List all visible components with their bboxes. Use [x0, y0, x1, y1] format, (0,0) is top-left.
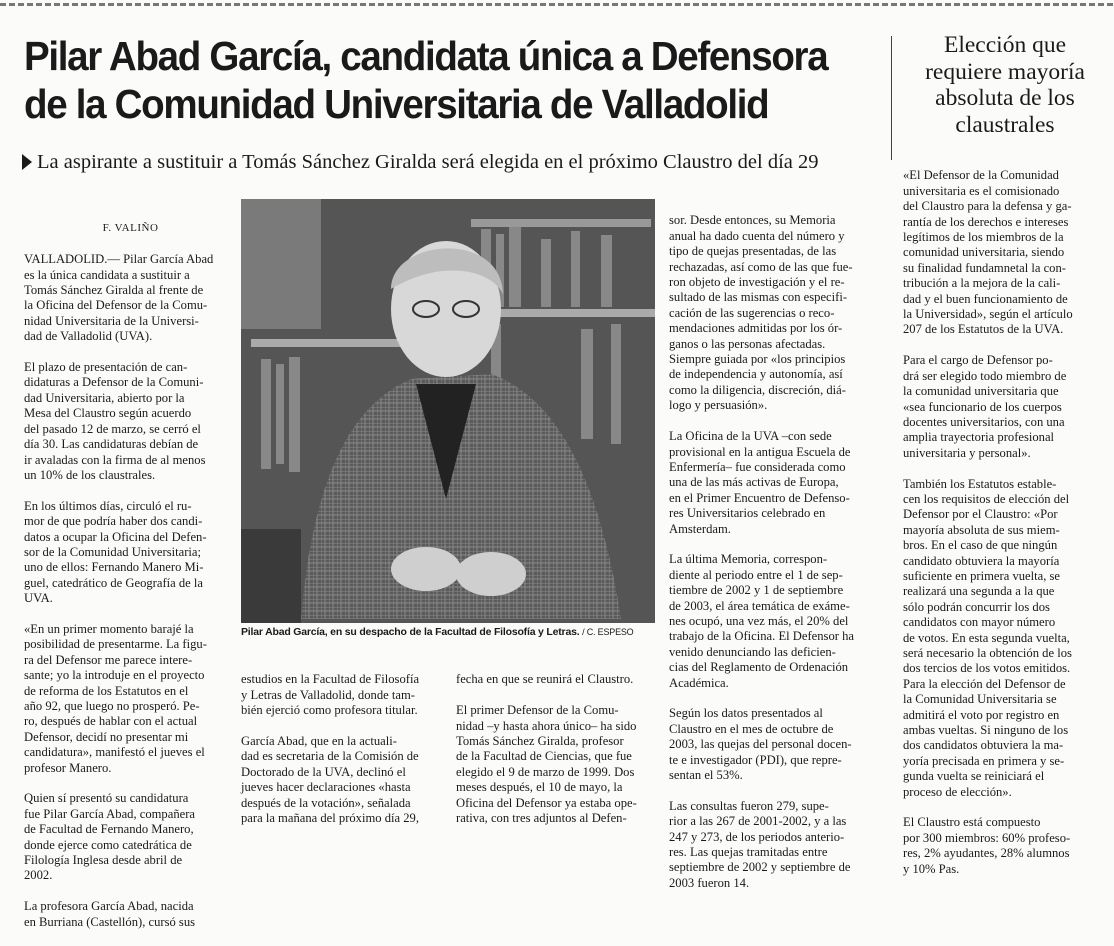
- sidebar-divider: [891, 36, 892, 160]
- byline: F. VALIÑO: [102, 222, 159, 235]
- caption-text: Pilar Abad García, en su despacho de la Facultad de Filosofía y Letras.: [241, 626, 580, 638]
- paragraph: sor. Desde entonces, su Memoria anual ha dado cuenta del número y tipo de quejas presentadas, de las rechazadas, así como de las que fue- ron objeto de investigación y el re- sultado de las mismas con especifi- cación de las sugerencias o reco- mendaciones admitidas por los ór- ganos o las personas afectadas. Siempre guiada por «los principios de independencia y autonomía, así como la diligencia, discreción, diá- logo y persuasión».: [669, 213, 853, 413]
- paragraph: fecha en que se reunirá el Claustro.: [456, 672, 634, 687]
- paragraph: El plazo de presentación de can- didaturas a Defensor de la Comuni- dad Universitaria, abierto por la Mesa del Claustro según acuerdo del pasado 12 de marzo, se cerró el día 30. Las candidaturas debían de ir avaladas con la firma de al menos un 10% de los claustrales.: [24, 360, 206, 482]
- headline: Pilar Abad García, candidata única a Defensora de la Comunidad Universitaria de Valladolid: [24, 33, 828, 127]
- sidebar-column: [903, 153, 1112, 893]
- paragraph: Quien sí presentó su candidatura fue Pilar García Abad, compañera de Facultad de Fernando Manero, donde ejerce como catedrática de Filología Inglesa desde abril de 2002.: [24, 791, 195, 883]
- subheadline-text: La aspirante a sustituir a Tomás Sánchez Giralda será elegida en el próximo Claustro del día 29: [37, 151, 819, 173]
- paragraph: La Oficina de la UVA –con sede provisional en la antigua Escuela de Enfermería– fue considerada como una de las más activas de Europa, en el Primer Encuentro de Defenso- res Universitarios celebrado en Amsterdam.: [669, 429, 851, 536]
- arrow-icon: [22, 154, 32, 170]
- paragraph: «El Defensor de la Comunidad universitaria es el comisionado del Claustro para la defensa y ga- rantía de los derechos e intereses legítimos de los miembros de la comunidad universitaria, siendo su finalidad fundamnetal la con- tribución a la mejora de la cali- dad y el buen funcionamiento de la Universidad», según el artículo 207 de los Estatutos de la UVA.: [903, 168, 1073, 337]
- paragraph: «En un primer momento barajé la posibilidad de presentarme. La figu- ra del Defensor me parece intere- sante; yo la introduje en el proyecto de reforma de los Estatutos en el año 92, que luego no prosperó. Pe- ro, después de hablar con el actual Defensor, decidí no presentar mi candidatura», manifestó el jueves el profesor Manero.: [24, 621, 207, 775]
- paragraph: En los últimos días, circuló el ru- mor de que podría haber dos candi- datos a ocupar la Oficina del Defen- sor de la Comunidad Universitaria; uno de ellos: Fernando Manero Mi- guel, catedrático de Geografía de la UVA.: [24, 498, 207, 606]
- portrait-illustration: [241, 199, 655, 623]
- paragraph: La última Memoria, correspon- diente al periodo entre el 1 de sep- tiembre de 2002 y 1 de septiembre de 2003, el área temática de exáme- nes ocupó, una vez más, el 20% del trabajo de la Oficina. El Defensor ha venido denunciando las deficien- cias del Reglamento de Ordenación Académica.: [669, 552, 854, 690]
- paragraph: También los Estatutos estable- cen los requisitos de elección del Defensor por el Claustro: «Por mayoría absoluta de sus miem- bros. En el caso de que ningún candidato obtuviera la mayoría suficiente en primera vuelta, se realizará una segunda a la que sólo podrán concurrir los dos candidatos con mayor número de votos. En esta segunda vuelta, será necesario la obtención de los dos tercios de los votos emitidos. Para la elección del Defensor de la Comunidad Universitaria se admitirá el voto por registro en ambas vueltas. Si ninguno de los dos candidatos obtuviera la ma- yoría precisada en primera y se- gunda vuelta se reiniciará el proceso de elección».: [903, 476, 1072, 799]
- paragraph: La profesora García Abad, nacida en Burriana (Castellón), cursó sus: [24, 899, 196, 929]
- subheadline: [22, 150, 882, 174]
- paragraph: VALLADOLID.— Pilar García Abad es la única candidata a sustituir a Tomás Sánchez Giralda al frente de la Oficina del Defensor de la Comu- nidad Universitaria de la Universi- dad de Valladolid (UVA).: [24, 252, 214, 344]
- photo-credit: / C. ESPESO: [582, 627, 634, 637]
- paragraph: García Abad, que en la actuali- dad es secretaria de la Comisión de Doctorado de la UVA, declinó el jueves hacer declaraciones «hasta después de la votación», señalada para la mañana del próximo día 29,: [241, 734, 419, 826]
- paragraph: Para el cargo de Defensor po- drá ser elegido todo miembro de la comunidad universitaria que «sea funcionario de los cuerpos docentes universitarios, con una amplia trayectoria profesional universitaria y personal».: [903, 353, 1067, 460]
- photo-caption: [241, 626, 661, 638]
- paragraph: Según los datos presentados al Claustro en el mes de octubre de 2003, las quejas del personal docen- te e investigador (PDI), que repre- sentan el 53%.: [669, 706, 852, 783]
- portrait-photo: [241, 199, 655, 623]
- article-column-2: [241, 657, 440, 842]
- paragraph: Las consultas fueron 279, supe- rior a las 267 de 2001-2002, y a las 247 y 273, de los periodos anterio- res. Las quejas tramitadas entre septiembre de 2002 y septiembre de 2003 fueron 14.: [669, 798, 851, 890]
- paragraph: El primer Defensor de la Comu- nidad –y hasta ahora único– ha sido Tomás Sánchez Giralda, profesor de la Facultad de Ciencias, que fue elegido el 9 de marzo de 1999. Dos meses después, el 10 de mayo, la Oficina del Defensor ya estaba ope- rativa, con tres adjuntos al Defen-: [456, 703, 637, 826]
- paragraph: estudios en la Facultad de Filosofía y Letras de Valladolid, donde tam- bién ejerció como profesora titular.: [241, 672, 420, 718]
- sidebar-title: Elección que requiere mayoría absoluta de los claustrales: [925, 32, 1085, 138]
- article-column-4: [669, 198, 880, 907]
- top-rule: [0, 3, 1114, 6]
- article-column-1: [24, 206, 237, 946]
- paragraph: El Claustro está compuesto por 300 miembros: 60% profeso- res, 2% ayudantes, 28% alumnos y 10% Pas.: [903, 815, 1071, 876]
- article-column-3: [456, 657, 656, 842]
